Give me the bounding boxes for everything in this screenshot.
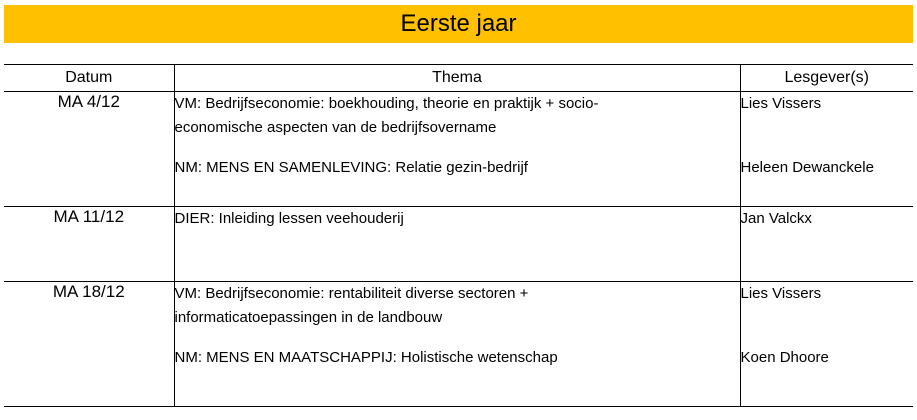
teacher-name: Lies Vissers bbox=[740, 95, 822, 112]
row-teachers bbox=[740, 282, 913, 407]
table-row bbox=[4, 207, 913, 282]
row-teachers bbox=[740, 207, 913, 282]
theme-line: DIER: Inleiding lessen veehouderij bbox=[174, 210, 404, 227]
teacher-name: Jan Valckx bbox=[740, 210, 812, 227]
row-teachers bbox=[740, 92, 913, 207]
title-banner bbox=[4, 5, 913, 43]
theme-line: NM: MENS EN SAMENLEVING: Relatie gezin-bedrijf bbox=[174, 159, 528, 176]
page-title: Eerste jaar bbox=[400, 10, 517, 37]
theme-line: VM: Bedrijfseconomie: rentabiliteit diverse sectoren + bbox=[174, 285, 529, 302]
row-date: MA 4/12 bbox=[4, 92, 174, 207]
header-theme: Thema bbox=[174, 65, 740, 92]
theme-line: VM: Bedrijfseconomie: boekhouding, theorie en praktijk + socio- bbox=[174, 95, 599, 112]
row-date: MA 11/12 bbox=[4, 207, 174, 282]
row-theme bbox=[174, 207, 740, 282]
row-date: MA 18/12 bbox=[4, 282, 174, 407]
teacher-name: Heleen Dewanckele bbox=[740, 159, 874, 176]
header-teacher: Lesgever(s) bbox=[740, 65, 913, 92]
header-row bbox=[4, 65, 913, 92]
teacher-name: Koen Dhoore bbox=[740, 349, 829, 366]
table-row bbox=[4, 282, 913, 407]
teacher-name: Lies Vissers bbox=[740, 285, 822, 302]
theme-line: economische aspecten van de bedrijfsovername bbox=[174, 119, 497, 136]
row-theme bbox=[174, 282, 740, 407]
theme-line: NM: MENS EN MAATSCHAPPIJ: Holistische wetenschap bbox=[174, 349, 558, 366]
header-date: Datum bbox=[4, 65, 174, 92]
schedule-table bbox=[4, 64, 913, 407]
row-theme bbox=[174, 92, 740, 207]
table-row bbox=[4, 92, 913, 207]
theme-line: informaticatoepassingen in de landbouw bbox=[174, 309, 443, 326]
